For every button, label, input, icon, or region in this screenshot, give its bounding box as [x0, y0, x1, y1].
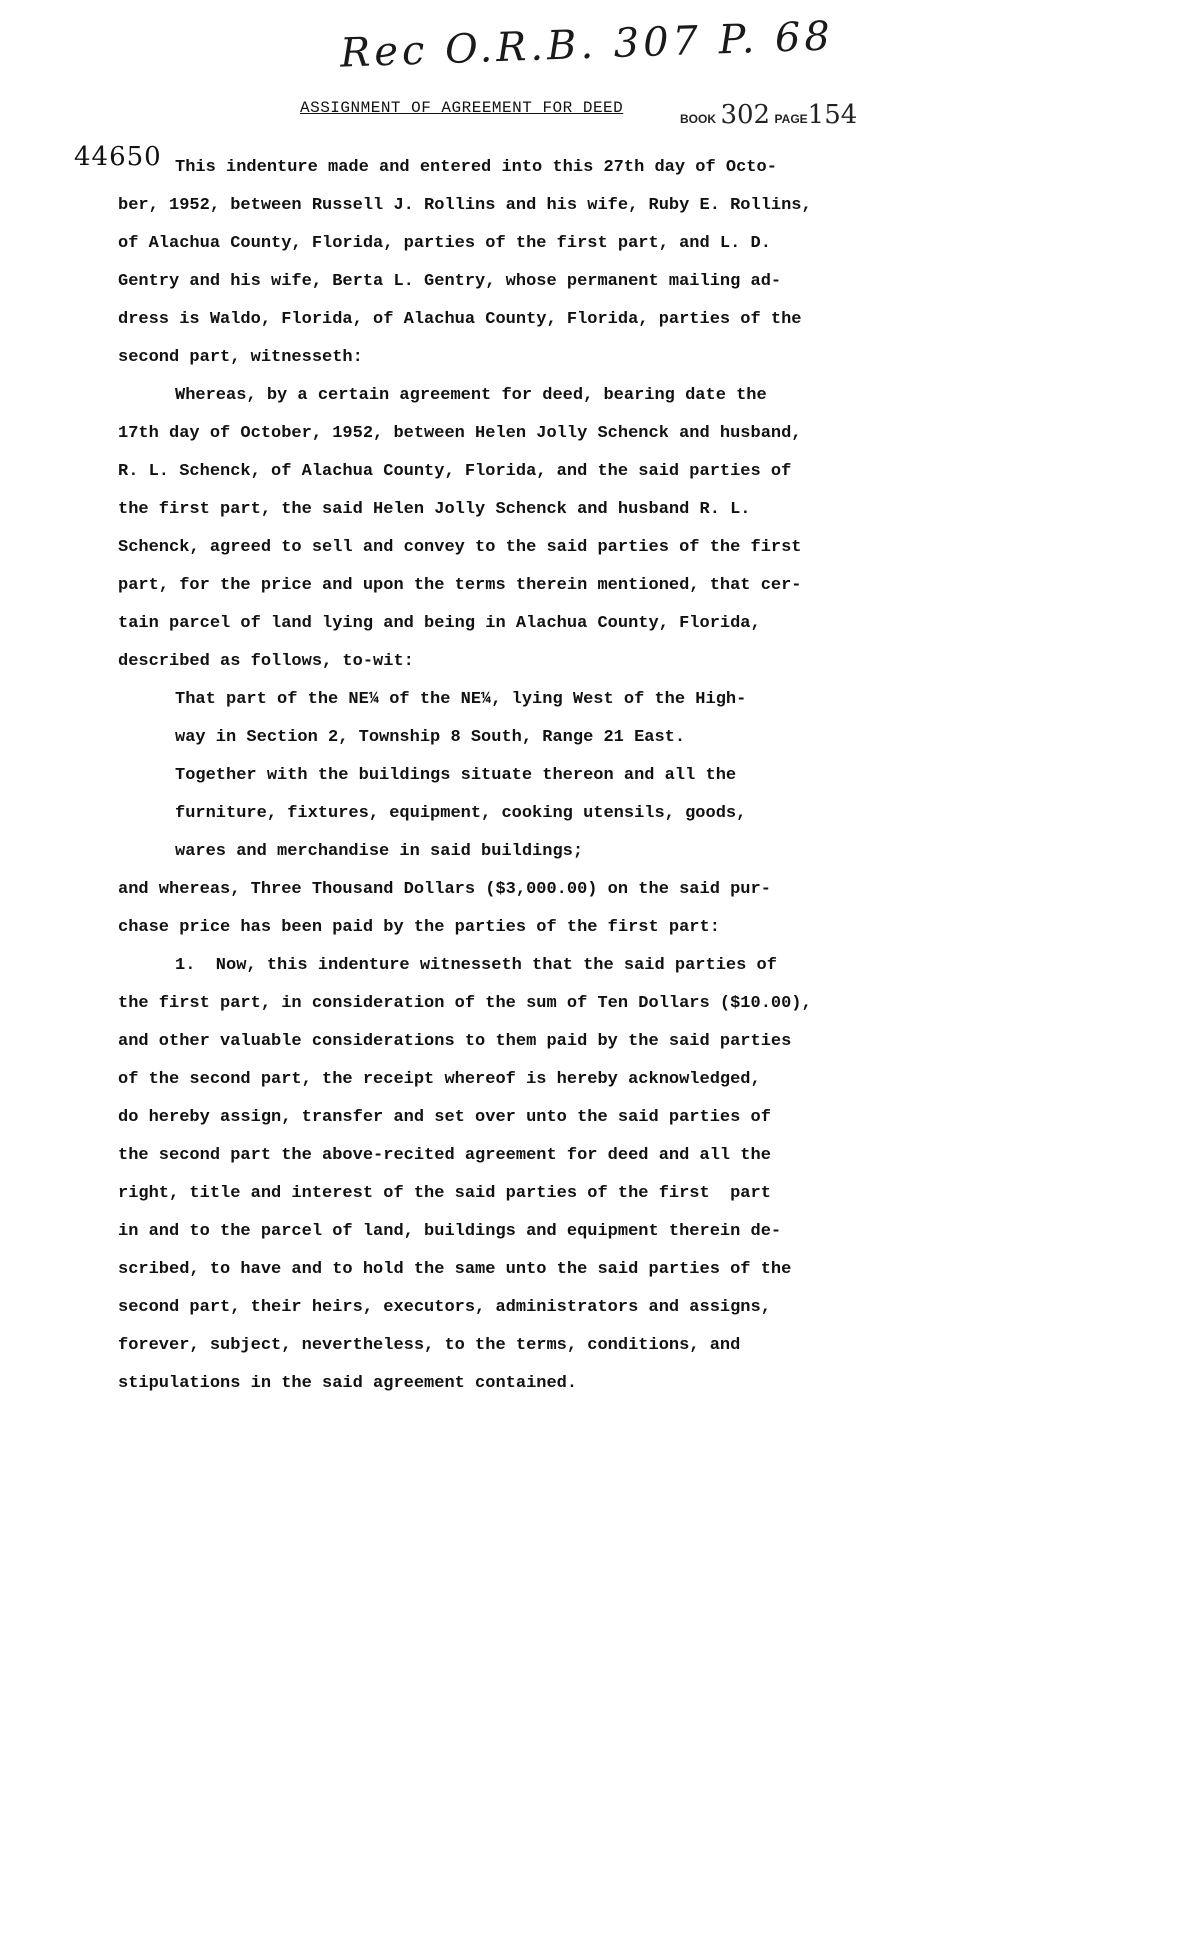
body-line: stipulations in the said agreement contained.: [118, 1374, 578, 1393]
document-number: 44650: [74, 142, 162, 172]
document-title: ASSIGNMENT OF AGREEMENT FOR DEED: [300, 99, 624, 117]
book-label: BOOK: [680, 112, 716, 126]
body-line: described as follows, to-wit:: [118, 652, 414, 671]
body-line: of the second part, the receipt whereof is hereby acknowledged,: [118, 1070, 761, 1089]
body-line: second part, their heirs, executors, administrators and assigns,: [118, 1298, 771, 1317]
body-line: Schenck, agreed to sell and convey to the said parties of the first: [118, 538, 802, 557]
body-line: Gentry and his wife, Berta L. Gentry, whose permanent mailing ad-: [118, 272, 782, 291]
body-line: and whereas, Three Thousand Dollars ($3,000.00) on the said pur-: [118, 880, 771, 899]
handwritten-annotation: Rec O.R.B. 307 P. 68: [339, 13, 835, 77]
body-line: part, for the price and upon the terms therein mentioned, that cer-: [118, 576, 802, 595]
body-line: right, title and interest of the said parties of the first part: [118, 1184, 771, 1203]
page-label: PAGE: [774, 112, 808, 126]
body-line: the second part the above-recited agreement for deed and all the: [118, 1146, 771, 1165]
body-line: do hereby assign, transfer and set over unto the said parties of: [118, 1108, 771, 1127]
body-line: and other valuable considerations to them paid by the said parties: [118, 1032, 792, 1051]
body-line: the first part, the said Helen Jolly Schenck and husband R. L.: [118, 500, 751, 519]
body-line: the first part, in consideration of the sum of Ten Dollars ($10.00),: [118, 994, 812, 1013]
page-number: 154: [807, 100, 858, 130]
body-line: in and to the parcel of land, buildings and equipment therein de-: [118, 1222, 782, 1241]
body-line: way in Section 2, Township 8 South, Range 21 East.: [175, 728, 686, 747]
body-line: forever, subject, nevertheless, to the terms, conditions, and: [118, 1336, 741, 1355]
body-line: R. L. Schenck, of Alachua County, Florida, and the said parties of: [118, 462, 792, 481]
body-line: Together with the buildings situate thereon and all the: [175, 766, 737, 785]
body-line: This indenture made and entered into this 27th day of Octo-: [175, 158, 777, 177]
body-line: scribed, to have and to hold the same unto the said parties of the: [118, 1260, 792, 1279]
body-line: of Alachua County, Florida, parties of the first part, and L. D.: [118, 234, 771, 253]
document-body: [118, 149, 908, 1403]
body-line: wares and merchandise in said buildings;: [175, 842, 584, 861]
body-line: dress is Waldo, Florida, of Alachua County, Florida, parties of the: [118, 310, 802, 329]
body-line: Whereas, by a certain agreement for deed, bearing date the: [175, 386, 767, 405]
body-line: 1. Now, this indenture witnesseth that the said parties of: [175, 956, 777, 975]
body-line: tain parcel of land lying and being in Alachua County, Florida,: [118, 614, 761, 633]
book-page-stamp: [680, 100, 857, 130]
body-line: second part, witnesseth:: [118, 348, 363, 367]
body-line: ber, 1952, between Russell J. Rollins and his wife, Ruby E. Rollins,: [118, 196, 812, 215]
body-line: 17th day of October, 1952, between Helen Jolly Schenck and husband,: [118, 424, 802, 443]
book-number: 302: [720, 100, 771, 130]
body-line: furniture, fixtures, equipment, cooking utensils, goods,: [175, 804, 747, 823]
body-line: That part of the NE¼ of the NE¼, lying West of the High-: [175, 690, 747, 709]
body-line: chase price has been paid by the parties of the first part:: [118, 918, 720, 937]
